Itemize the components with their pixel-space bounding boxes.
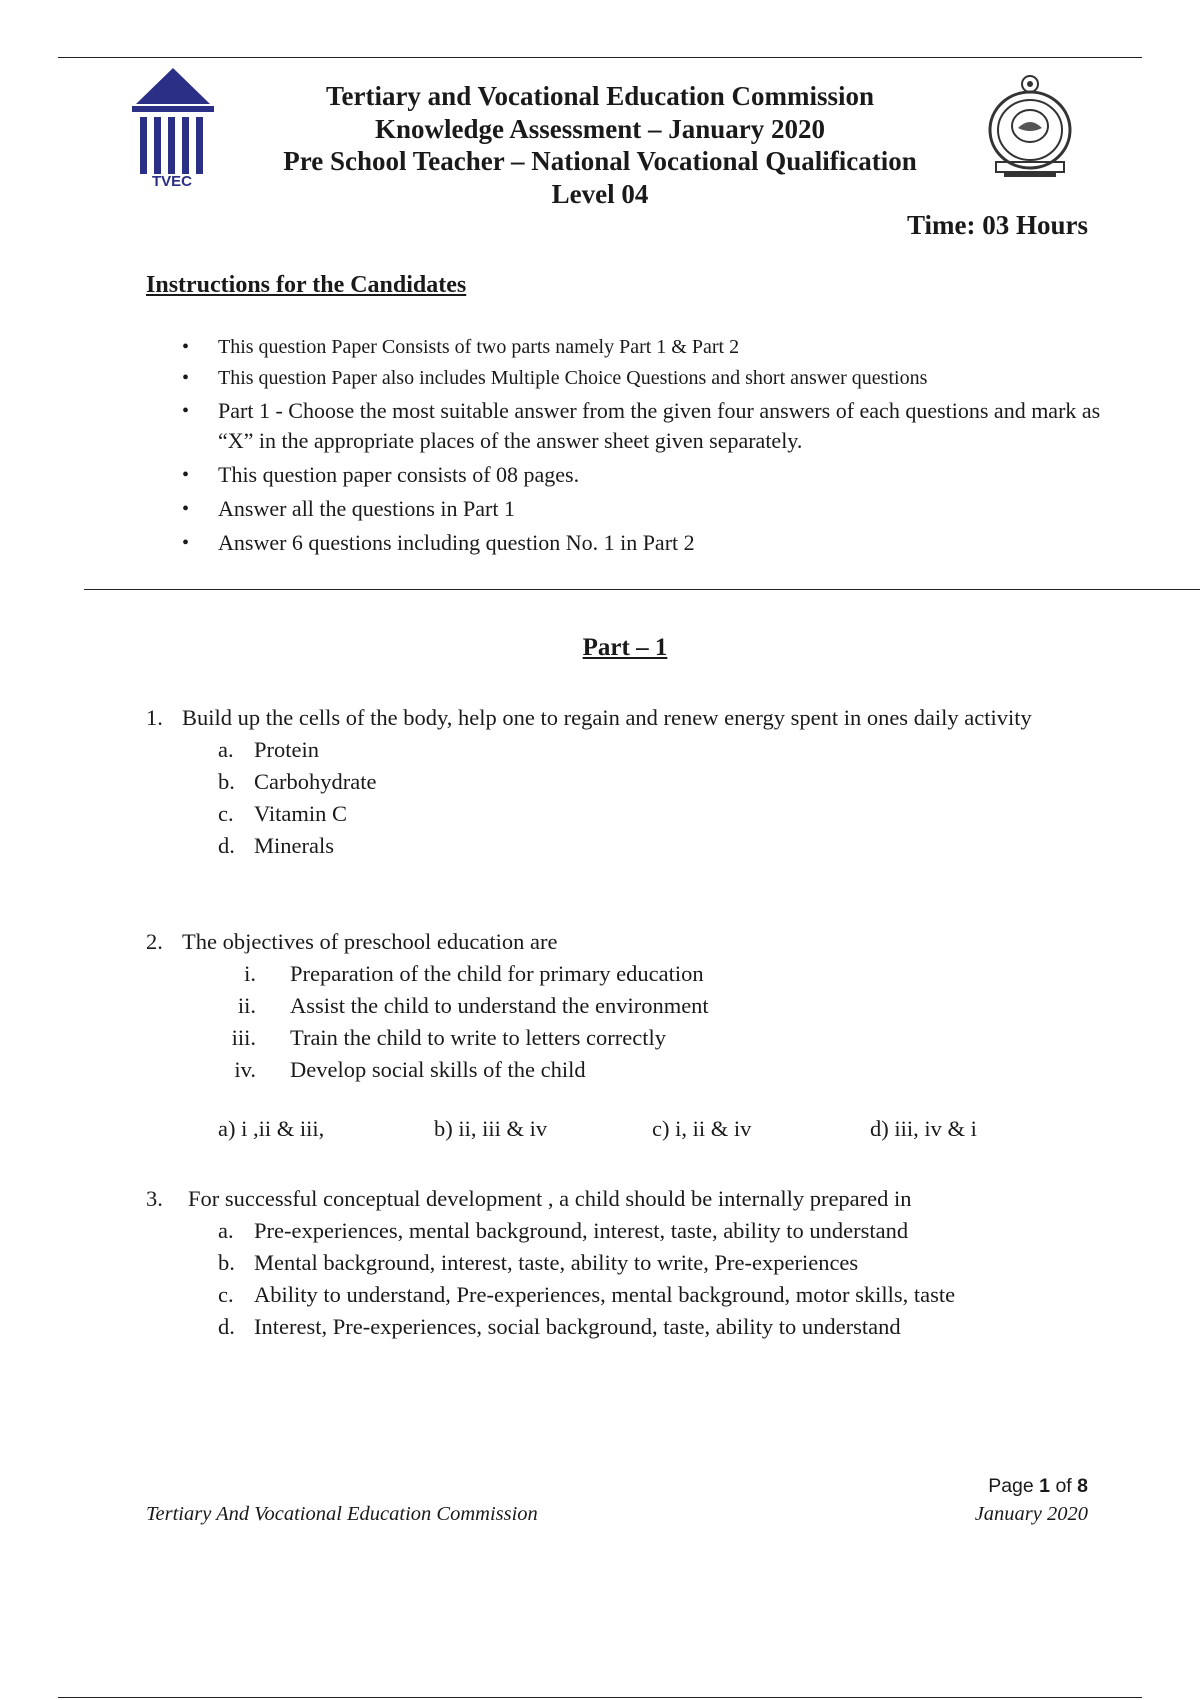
instructions-list (178, 334, 1118, 562)
page-total: 8 (1077, 1475, 1088, 1497)
question-number: 2. (146, 929, 163, 954)
question-number: 3. (146, 1186, 163, 1211)
option-text: Carbohydrate (254, 769, 377, 794)
option-label: c. (218, 801, 234, 826)
statement-item (206, 1054, 1090, 1086)
option-item (218, 1311, 1090, 1343)
question-number: 1. (146, 705, 163, 730)
tvec-logo-graphic (118, 62, 228, 192)
option-label: c. (218, 1282, 234, 1307)
page-number (988, 1475, 1088, 1498)
page-current: 1 (1039, 1475, 1051, 1497)
page-prefix: Page (988, 1475, 1040, 1497)
page-of: of (1050, 1475, 1078, 1497)
statement-text: Train the child to write to letters correctly (290, 1025, 666, 1050)
option-text: Mental background, interest, taste, ability to write, Pre-experiences (254, 1250, 859, 1275)
answer-choice-b: b) ii, iii & iv (434, 1116, 548, 1141)
option-label: a. (218, 737, 234, 762)
option-label: b. (218, 769, 235, 794)
option-text: Interest, Pre-experiences, social background, taste, ability to understand (254, 1314, 901, 1339)
question-text: Build up the cells of the body, help one to regain and renew energy spent in ones daily activity (182, 705, 1032, 730)
instruction-item: • This question paper consists of 08 pages. (178, 460, 1118, 490)
tvec-logo (118, 62, 228, 192)
answer-choice-c: c) i, ii & iv (652, 1116, 752, 1141)
statement-item (206, 990, 1090, 1022)
question-2 (146, 926, 1090, 1086)
statement-item (206, 1022, 1090, 1054)
option-item (218, 734, 1090, 766)
commission-title: Tertiary and Vocational Education Commission (325, 81, 875, 111)
option-list (218, 734, 1090, 862)
statement-label: iv. (234, 1057, 256, 1082)
option-text: Vitamin C (254, 801, 348, 826)
part-title: Part – 1 (582, 634, 668, 661)
question-text: The objectives of preschool education are (182, 929, 558, 954)
instruction-item: • Answer all the questions in Part 1 (178, 494, 1118, 524)
option-text: Minerals (254, 833, 334, 858)
answer-choice-a: a) i ,ii & iii, (218, 1116, 325, 1141)
top-rule (58, 57, 1142, 58)
question-3 (146, 1183, 1090, 1343)
option-item (218, 798, 1090, 830)
statement-item (206, 958, 1090, 990)
answer-choice-d: d) iii, iv & i (870, 1116, 977, 1141)
option-item (218, 1247, 1090, 1279)
question-text: For successful conceptual development , a child should be internally prepared in (188, 1186, 912, 1211)
option-item (218, 830, 1090, 862)
option-text: Ability to understand, Pre-experiences, mental background, motor skills, taste (254, 1282, 956, 1307)
option-list (218, 1215, 1090, 1343)
instruction-item: • Part 1 - Choose the most suitable answer from the given four answers of each questions and mark as “X” in the appropriate places of the answer sheet given separately. (178, 396, 1118, 456)
section-divider (84, 589, 1200, 590)
statement-label: ii. (237, 993, 256, 1018)
footer-date: January 2020 (974, 1503, 1088, 1525)
option-item (218, 1279, 1090, 1311)
option-item (218, 766, 1090, 798)
instruction-item: • Answer 6 questions including question No. 1 in Part 2 (178, 528, 1118, 558)
option-label: d. (218, 1314, 235, 1339)
option-label: a. (218, 1218, 234, 1243)
statement-list (206, 958, 1090, 1086)
statement-text: Assist the child to understand the environment (290, 993, 709, 1018)
statement-label: iii. (231, 1025, 256, 1050)
option-label: b. (218, 1250, 235, 1275)
option-item (218, 1215, 1090, 1247)
statement-text: Preparation of the child for primary education (290, 961, 704, 986)
statement-text: Develop social skills of the child (290, 1057, 586, 1082)
option-text: Pre-experiences, mental background, interest, taste, ability to understand (254, 1218, 909, 1243)
instruction-item: • This question Paper also includes Multiple Choice Questions and short answer questions (178, 365, 1118, 391)
question-1 (146, 702, 1090, 862)
instructions-title: Instructions for the Candidates (146, 272, 467, 298)
instruction-item: • This question Paper Consists of two parts namely Part 1 & Part 2 (178, 334, 1118, 360)
bottom-rule (58, 1697, 1142, 1698)
national-emblem-icon (980, 70, 1080, 180)
statement-label: i. (244, 961, 256, 986)
option-text: Protein (254, 737, 319, 762)
level-title: Level 04 (551, 178, 649, 209)
qualification-title: Pre School Teacher – National Vocational Qualification (283, 146, 917, 176)
footer-org: Tertiary And Vocational Education Commission (146, 1503, 538, 1525)
assessment-title: Knowledge Assessment – January 2020 (374, 113, 826, 144)
exam-header (240, 80, 960, 210)
tvec-logo-text: TVEC (151, 173, 193, 190)
exam-time: Time: 03 Hours (907, 210, 1088, 240)
option-label: d. (218, 833, 235, 858)
